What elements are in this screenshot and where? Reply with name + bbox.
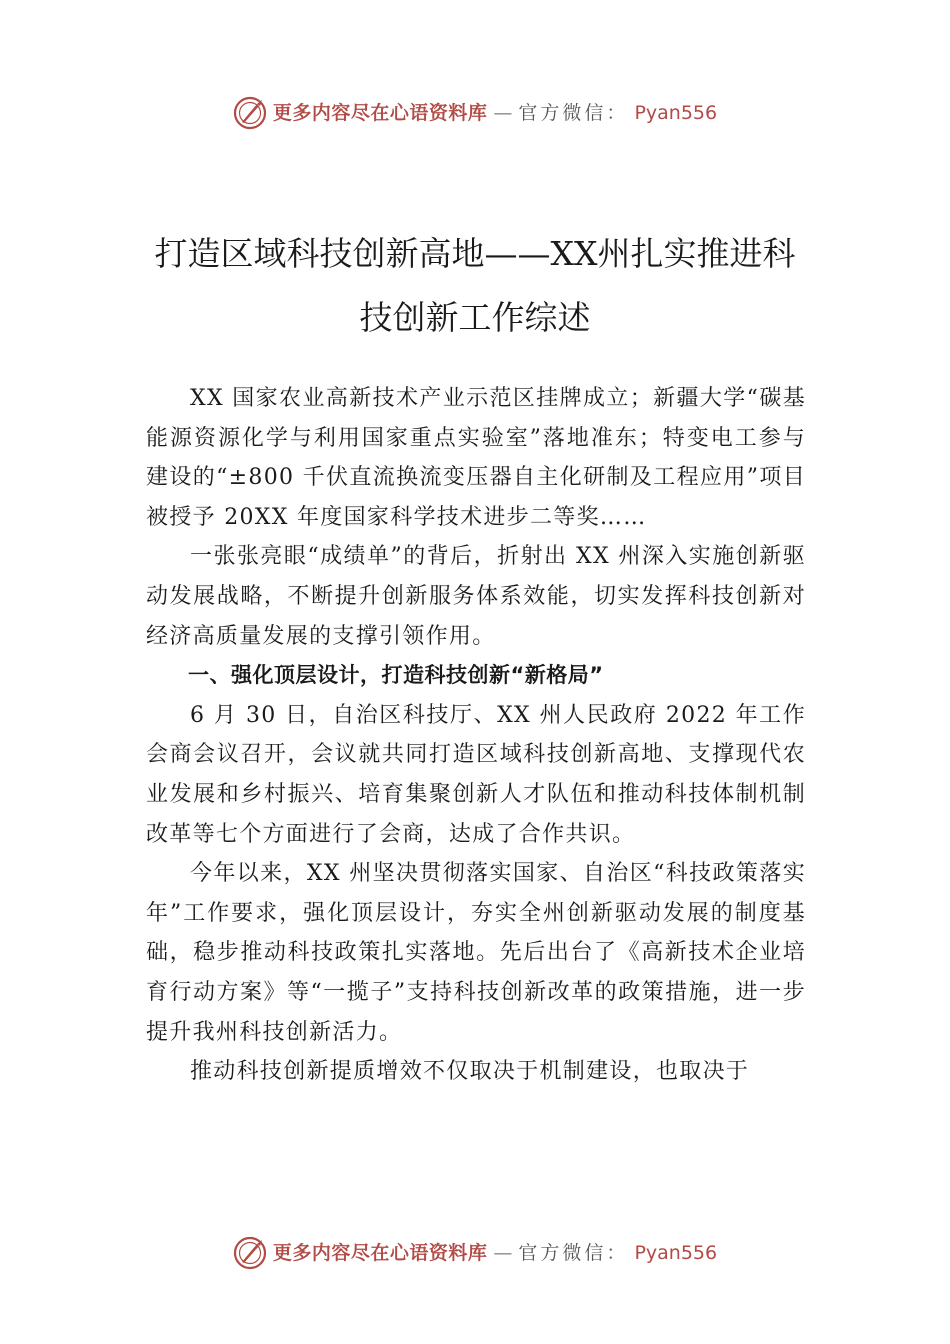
watermark-label: 官方微信：: [518, 1241, 629, 1264]
paragraph-5: 推动科技创新提质增效不仅取决于机制建设，也取决于: [190, 1059, 750, 1085]
quill-logo-icon: [233, 1236, 267, 1270]
document-title: 打造区域科技创新高地——XX州扎实推进科技创新工作综述: [154, 234, 796, 337]
paragraph-2: 一张张亮眼“成绩单”的背后，折射出 XX 州深入实施创新驱动发展战略，不断提升创新服务体系效能，切实发挥科技创新对经济高质量发展的支撑引领作用。: [146, 544, 806, 649]
watermark-separator: —: [493, 101, 513, 124]
watermark-wechat-id: Pyan556: [634, 101, 718, 124]
watermark-brand: 更多内容尽在心语资料库: [272, 1241, 488, 1264]
paragraph-4: 今年以来，XX 州坚决贯彻落实国家、自治区“科技政策落实年”工作要求，强化顶层设计，夯实全州创新驱动发展的制度基础，稳步推动科技政策扎实落地。先后出台了《高新技术企业培育行动方案》等“一揽子”支持科技创新改革的政策措施，进一步提升我州科技创新活力。: [146, 861, 806, 1045]
watermark-separator: —: [493, 1241, 513, 1264]
paragraph-1: XX 国家农业高新技术产业示范区挂牌成立；新疆大学“碳基能源资源化学与利用国家重点实验室”落地准东；特变电工参与建设的“±800 千伏直流换流变压器自主化研制及工程应用”项目被授予 20XX 年度国家科学技术进步二等奖……: [146, 386, 806, 530]
watermark-label: 官方微信：: [518, 101, 629, 124]
watermark-wechat-id: Pyan556: [634, 1241, 718, 1264]
footer-watermark: [0, 1236, 950, 1270]
section-heading-1: 一、强化顶层设计，打造科技创新“新格局”: [188, 663, 604, 688]
watermark-brand: 更多内容尽在心语资料库: [272, 101, 488, 124]
header-watermark: [0, 96, 950, 130]
quill-logo-icon: [233, 96, 267, 130]
paragraph-3: 6 月 30 日，自治区科技厅、XX 州人民政府 2022 年工作会商会议召开，会议就共同打造区域科技创新高地、支撑现代农业发展和乡村振兴、培育集聚创新人才队伍和推动科技体制机制改革等七个方面进行了会商，达成了合作共识。: [146, 702, 806, 847]
document-body: [146, 379, 806, 1092]
